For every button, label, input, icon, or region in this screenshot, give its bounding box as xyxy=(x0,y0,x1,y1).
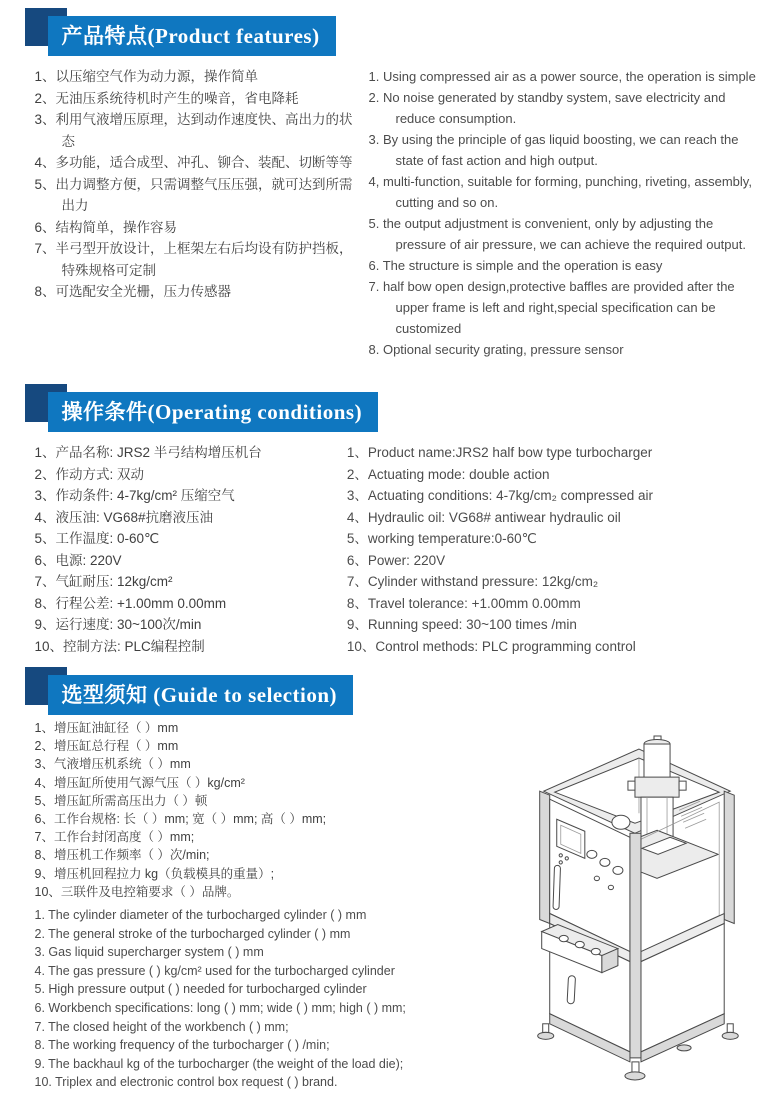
list-item: 8. Optional security grating, pressure sensor xyxy=(369,339,761,360)
operating-conditions-list-cn xyxy=(35,442,331,657)
list-item: 9. The backhaul kg of the turbocharger (the weight of the load die); xyxy=(35,1055,535,1074)
list-item: 10、控制方法: PLC编程控制 xyxy=(35,636,331,658)
list-item: 2. The general stroke of the turbocharged cylinder ( ) mm xyxy=(35,925,535,944)
list-item: 8、Travel tolerance: +1.00mm 0.00mm xyxy=(347,593,761,615)
list-item: 2、增压缸总行程（ ）mm xyxy=(35,737,507,755)
machine-front-post xyxy=(629,833,640,1058)
list-item: 10、三联件及电控箱要求（ ）品牌。 xyxy=(35,883,507,901)
list-item: 6、工作台规格: 长（ ）mm; 宽（ ）mm; 高（ ）mm; xyxy=(35,810,507,828)
list-item: 6. The structure is simple and the operation is easy xyxy=(369,255,761,276)
product-features-list-en xyxy=(369,66,761,360)
list-item: 3、作动条件: 4-7kg/cm² 压缩空气 xyxy=(35,485,331,507)
list-item: 1、产品名称: JRS2 半弓结构增压机台 xyxy=(35,442,331,464)
list-item: 1、以压缩空气作为动力源，操作简单 xyxy=(35,66,359,88)
list-item: 2、作动方式: 双动 xyxy=(35,464,331,486)
list-item: 3. By using the principle of gas liquid boosting, we can reach the state of fast action and high output. xyxy=(369,129,761,171)
list-item: 7. The closed height of the workbench ( ) mm; xyxy=(35,1018,535,1037)
product-features-list-cn xyxy=(35,66,359,360)
list-item: 8、增压机工作频率（ ）次/min; xyxy=(35,846,507,864)
guide-list-en xyxy=(35,906,535,1092)
list-item: 9、运行速度: 30~100次/min xyxy=(35,614,331,636)
cabinet-door-handle xyxy=(567,976,575,1004)
section-title-guide-to-selection: 选型须知 (Guide to selection) xyxy=(48,675,354,715)
list-item: 5. the output adjustment is convenient, only by adjusting the pressure of air pressure, we can achieve the required output. xyxy=(369,213,761,255)
list-item: 5、增压缸所需高压出力（ ）顿 xyxy=(35,792,507,810)
list-item: 9、Running speed: 30~100 times /min xyxy=(347,614,761,636)
list-item: 5、出力调整方便，只需调整气压压强，就可达到所需出力 xyxy=(35,174,359,217)
list-item: 9、增压机回程拉力 kg（负载模具的重量）; xyxy=(35,865,507,883)
section-title-product-features: 产品特点(Product features) xyxy=(48,16,336,56)
list-item: 4、液压油: VG68#抗磨液压油 xyxy=(35,507,331,529)
guide-to-selection-header xyxy=(25,667,761,715)
list-item: 7、Cylinder withstand pressure: 12kg/cm₂ xyxy=(347,571,761,593)
machine-isometric-line-drawing-icon xyxy=(523,735,771,1101)
list-item: 4、Hydraulic oil: VG68# antiwear hydraulic oil xyxy=(347,507,761,529)
list-item: 8、可选配安全光栅，压力传感器 xyxy=(35,281,359,303)
list-item: 3. Gas liquid supercharger system ( ) mm xyxy=(35,943,535,962)
list-item: 7、工作台封闭高度（ ）mm; xyxy=(35,828,507,846)
list-item: 6、电源: 220V xyxy=(35,550,331,572)
list-item: 8. The working frequency of the turbocharger ( ) /min; xyxy=(35,1036,535,1055)
list-item: 2、Actuating mode: double action xyxy=(347,464,761,486)
list-item: 10、Control methods: PLC programming control xyxy=(347,636,761,658)
list-item: 5、working temperature:0-60℃ xyxy=(347,528,761,550)
list-item: 3、气液增压机系统（ ）mm xyxy=(35,755,507,773)
list-item: 1. The cylinder diameter of the turbocharged cylinder ( ) mm xyxy=(35,906,535,925)
operating-conditions-list-en xyxy=(347,442,761,657)
guide-list-cn xyxy=(35,719,507,901)
list-item: 10. Triplex and electronic control box request ( ) brand. xyxy=(35,1073,535,1092)
list-item: 8、行程公差: +1.00mm 0.00mm xyxy=(35,593,331,615)
list-item: 3、Actuating conditions: 4-7kg/cm₂ compressed air xyxy=(347,485,761,507)
list-item: 3、利用气液增压原理，达到动作速度快、高出力的状态 xyxy=(35,109,359,152)
list-item: 2. No noise generated by standby system, save electricity and reduce consumption. xyxy=(369,87,761,129)
list-item: 7. half bow open design,protective baffles are provided after the upper frame is left and right,special specification can be customized xyxy=(369,276,761,339)
operating-conditions-header xyxy=(25,384,761,432)
list-item: 6. Workbench specifications: long ( ) mm; wide ( ) mm; high ( ) mm; xyxy=(35,999,535,1018)
catalog-page xyxy=(11,8,761,1016)
list-item: 7、气缸耐压: 12kg/cm² xyxy=(35,571,331,593)
list-item: 4、增压缸所使用气源气压（ ）kg/cm² xyxy=(35,774,507,792)
list-item: 1. Using compressed air as a power source, the operation is simple xyxy=(369,66,761,87)
list-item: 7、半弓型开放设计，上框架左右后均设有防护挡板，特殊规格可定制 xyxy=(35,238,359,281)
list-item: 4. The gas pressure ( ) kg/cm² used for the turbocharged cylinder xyxy=(35,962,535,981)
list-item: 5、工作温度: 0-60℃ xyxy=(35,528,331,550)
operating-conditions-body xyxy=(35,442,761,657)
list-item: 1、增压缸油缸径（ ）mm xyxy=(35,719,507,737)
guide-to-selection-body xyxy=(35,719,761,1092)
list-item: 1、Product name:JRS2 half bow type turbocharger xyxy=(347,442,761,464)
list-item: 6、Power: 220V xyxy=(347,550,761,572)
section-title-operating-conditions: 操作条件(Operating conditions) xyxy=(48,392,379,432)
list-item: 5. High pressure output ( ) needed for turbocharged cylinder xyxy=(35,980,535,999)
product-features-body xyxy=(35,66,761,360)
product-features-header xyxy=(25,8,761,56)
list-item: 4, multi-function, suitable for forming, punching, riveting, assembly, cutting and so on. xyxy=(369,171,761,213)
list-item: 4、多功能，适合成型、冲孔、铆合、装配、切断等等 xyxy=(35,152,359,174)
list-item: 2、无油压系统待机时产生的噪音，省电降耗 xyxy=(35,88,359,110)
list-item: 6、结构简单，操作容易 xyxy=(35,217,359,239)
